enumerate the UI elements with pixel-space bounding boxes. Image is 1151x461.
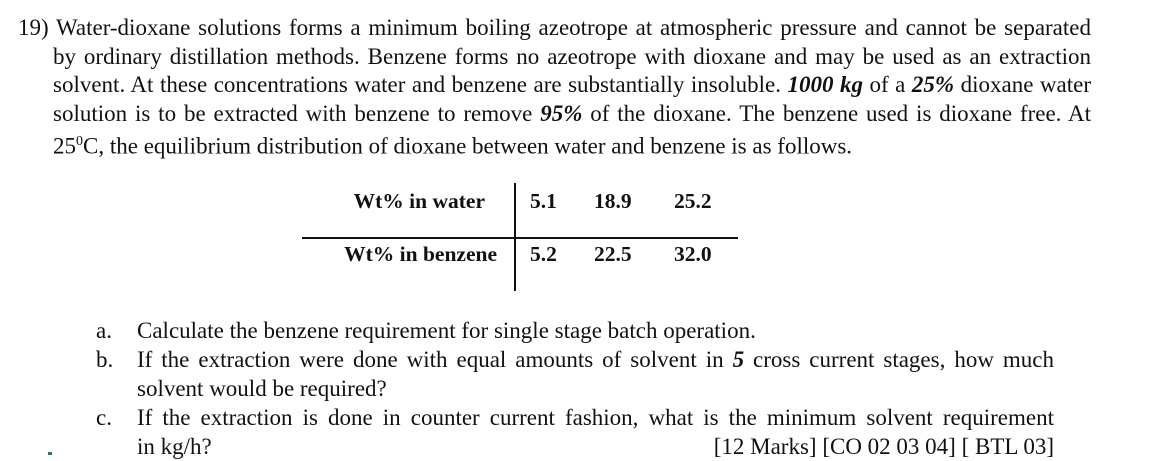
question-text-part: dioxane water solution is to be extracted with benzene to remove bbox=[53, 72, 1091, 126]
degree-superscript: 0 bbox=[76, 134, 83, 149]
table-cell: 5.2 bbox=[530, 242, 557, 267]
subquestion-b bbox=[96, 346, 1056, 403]
question-number: 19) bbox=[18, 15, 49, 40]
subquestion-c bbox=[96, 404, 1056, 458]
page-marker-dot bbox=[48, 452, 52, 455]
subquestion-a-text: Calculate the benzene requirement for single stage batch operation. bbox=[137, 317, 1054, 346]
subquestion-text-part: cross current stages, how much solvent would be required? bbox=[137, 347, 1054, 401]
subquestion-a bbox=[96, 317, 1056, 346]
equilibrium-table bbox=[302, 183, 738, 291]
table-horizontal-rule bbox=[302, 237, 738, 239]
subquestion-b-text bbox=[137, 346, 1054, 403]
subquestion-c-text bbox=[137, 404, 1054, 461]
subquestion-c-line2: in kg/h? bbox=[137, 434, 212, 459]
row-label-benzene: Wt% in benzene bbox=[344, 242, 497, 267]
table-cell: 22.5 bbox=[594, 242, 632, 267]
question-text-part: of a bbox=[863, 72, 912, 97]
table-cell: 5.1 bbox=[530, 189, 557, 214]
row-label-water: Wt% in water bbox=[354, 189, 485, 214]
feed-concentration: 25% bbox=[912, 72, 954, 97]
table-cell: 18.9 bbox=[594, 189, 632, 214]
subquestion-letter: a. bbox=[96, 317, 126, 346]
stage-count: 5 bbox=[733, 347, 745, 372]
subquestion-c-line1: If the extraction is done in counter current fashion, what is the minimum solvent requirement bbox=[137, 404, 1054, 433]
question-text bbox=[18, 14, 1091, 161]
feed-mass: 1000 kg bbox=[787, 72, 863, 97]
subquestion-letter: b. bbox=[96, 346, 126, 375]
table-cell: 25.2 bbox=[674, 189, 712, 214]
question-text-part: of the dioxane. The benzene used is dioxane free. At 25 bbox=[53, 101, 1091, 159]
question-text-part: C, the equilibrium distribution of dioxane between water and benzene is as follows. bbox=[83, 134, 852, 159]
subquestion-text-part: If the extraction were done with equal amounts of solvent in bbox=[137, 347, 733, 372]
marks-info: [12 Marks] [CO 02 03 04] [ BTL 03] bbox=[714, 433, 1054, 461]
table-cell: 32.0 bbox=[674, 242, 712, 267]
subquestion-letter: c. bbox=[96, 404, 126, 433]
subquestion-c-line2-row bbox=[137, 433, 1054, 461]
removal-percentage: 95% bbox=[540, 101, 582, 126]
question-intro: Water-dioxane solutions forms a minimum boiling azeotrope at atmospheric pressure and cannot be separated by ordinary distillation methods. Benzene forms no azeotrope with dioxane and may be used as an extraction solvent. At these concentrations water and benzene are substantially insoluble. bbox=[49, 15, 1091, 97]
